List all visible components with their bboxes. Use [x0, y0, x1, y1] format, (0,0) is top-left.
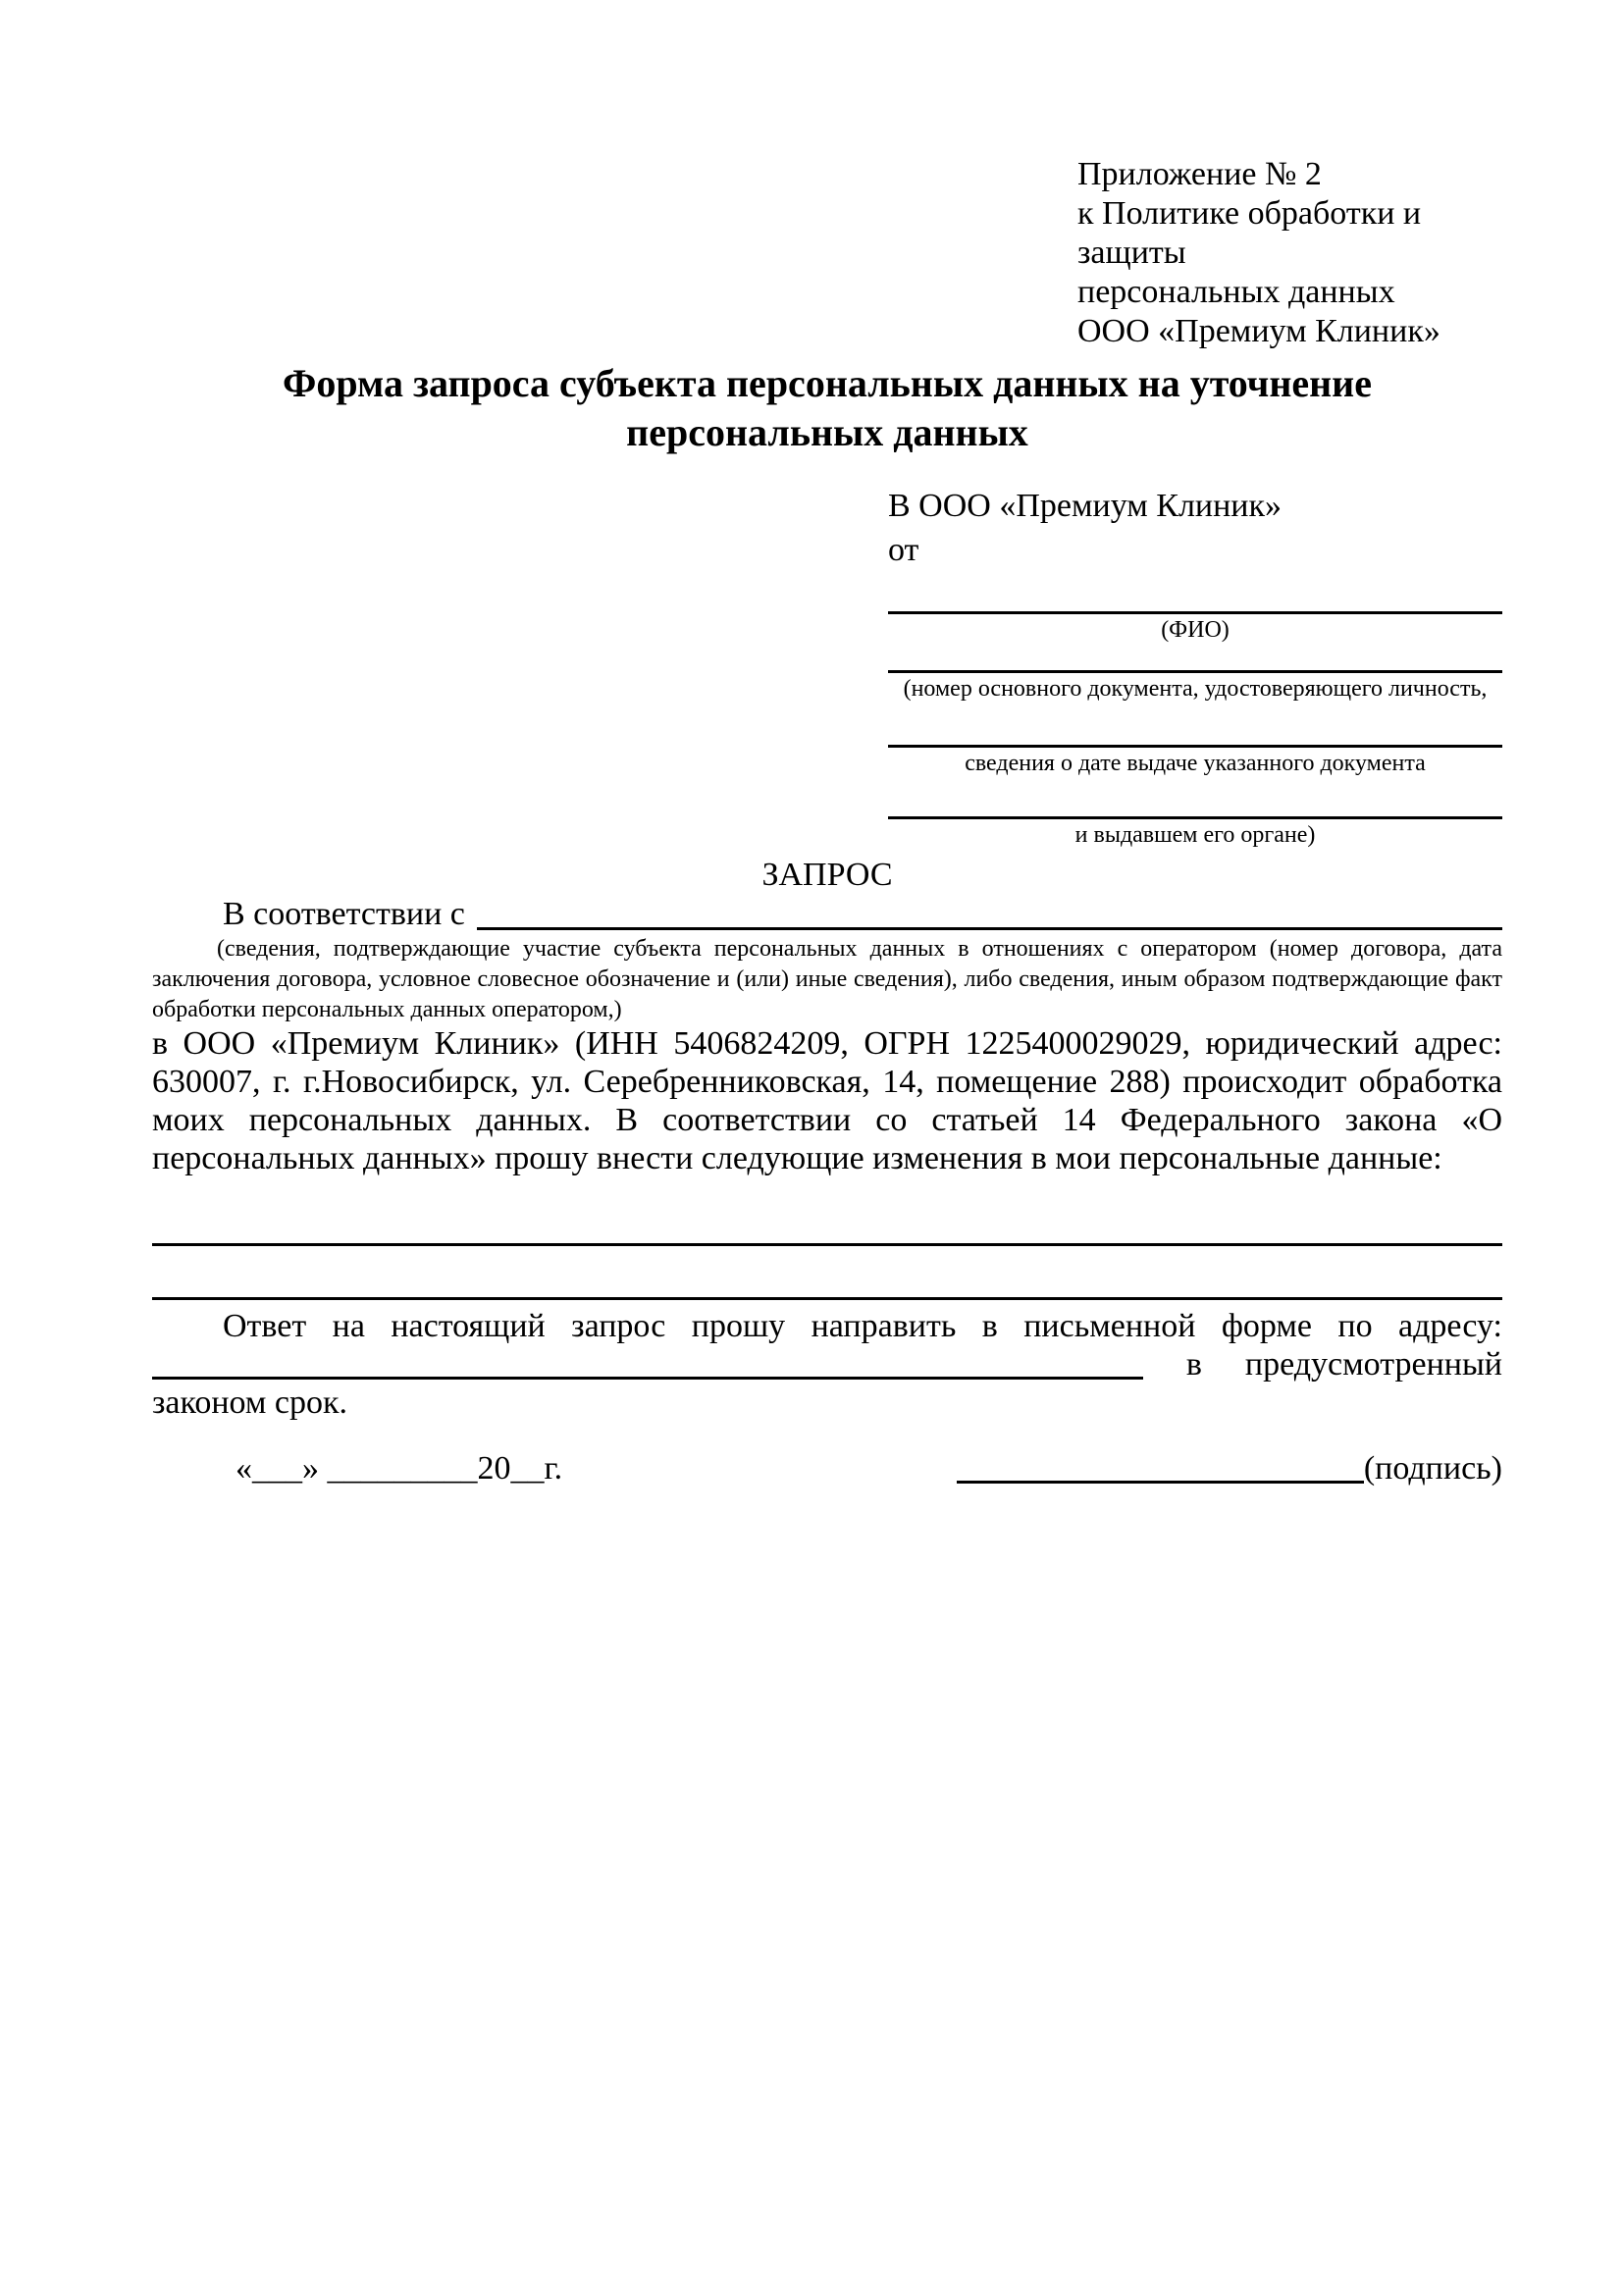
signature-fill-line [957, 1481, 1364, 1484]
request-body: в ООО «Премиум Клиник» (ИНН 5406824209, ОГРН 1225400029029, юридический адрес: 630007, г. г.Новосибирск, ул. Серебренниковская, 14, помещение 288) происходит обработка моих персональных данных. В соответствии со статьей 14 Федерального закона «О персональных данных» прошу внести следующие изменения в мои персональные данные: [152, 1025, 1502, 1176]
doc-note-line: сведения о дате выдаче указанного документа [965, 751, 1426, 776]
document-content [152, 0, 1502, 2296]
addressee-from-label: от [888, 532, 919, 568]
appendix-line: Приложение № 2 [1077, 156, 1322, 192]
addressee-block [888, 487, 1502, 852]
reply-tail: законом срок. [152, 1384, 347, 1421]
reply-request-line: Ответ на настоящий запрос прошу направить в письменной форме по адресу: [223, 1308, 1502, 1344]
doc-note-line: и выдавшем его органе) [1074, 822, 1316, 848]
appendix-header [1077, 155, 1502, 351]
reply-address-line [152, 1345, 1502, 1383]
reply-word: предусмотренный [1244, 1346, 1502, 1383]
intro-prefix: В соответствии с [223, 896, 465, 932]
request-heading: ЗАПРОС [761, 857, 893, 893]
appendix-line: ООО «Премиум Клиник» [1077, 313, 1440, 349]
changes-fill-line [152, 1243, 1502, 1246]
basis-fill-line [477, 927, 1502, 930]
basis-footnote: (сведения, подтверждающие участие субъекта персональных данных в отношениях с оператором (номер договора, дата заключения договора, условное словесное обозначение и (или) иные сведения), либо сведения, иным образом подтверждающие факт обработки персональных данных оператором,) [152, 936, 1502, 1022]
changes-fill-line [152, 1297, 1502, 1300]
doc-note-line: (номер основного документа, удостоверяющего личность, [903, 676, 1488, 702]
addressee-to: В ООО «Премиум Клиник» [888, 488, 1283, 524]
footer-row [152, 1449, 1502, 1488]
document-title: Форма запроса субъекта персональных данных на уточнение персональных данных [283, 361, 1372, 454]
appendix-line: к Политике обработки и защиты [1077, 195, 1422, 271]
signature-area [957, 1449, 1502, 1488]
date-blank: «___» _________20__г. [236, 1450, 563, 1487]
intro-line [152, 895, 1502, 934]
signature-note: (подпись) [1363, 1450, 1502, 1487]
fio-note: (ФИО) [1161, 617, 1230, 643]
appendix-line: персональных данных [1077, 274, 1395, 310]
address-fill-line [152, 1377, 1143, 1380]
reply-word: в [1185, 1346, 1202, 1383]
